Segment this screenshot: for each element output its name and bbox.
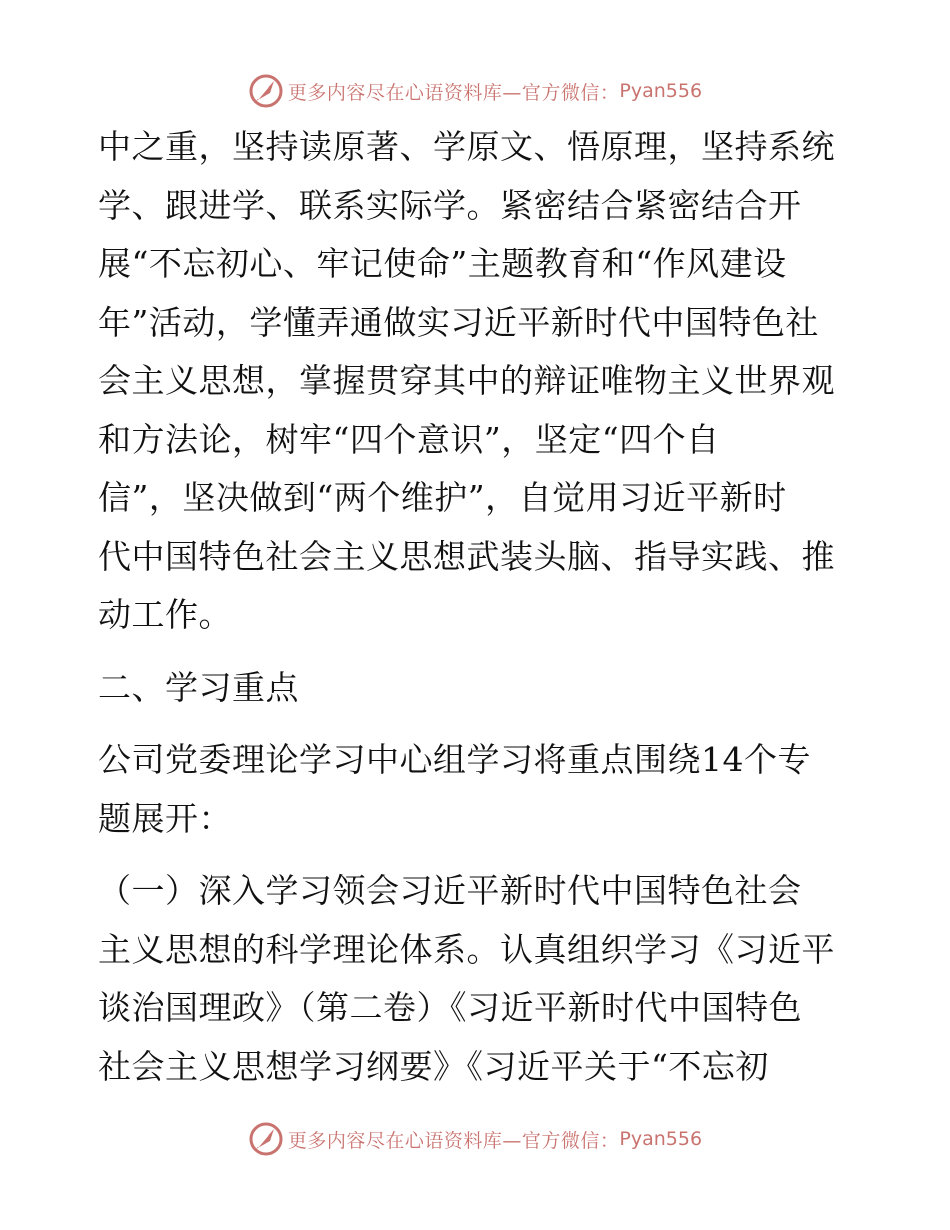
text-line: 信”，坚决做到“两个维护”，自觉用习近平新时	[98, 478, 787, 517]
quill-logo-icon	[248, 1121, 284, 1157]
paragraph-item-one	[98, 862, 858, 1096]
watermark-contact: Pyan556	[619, 1128, 703, 1150]
section-heading	[98, 659, 858, 718]
text-line: 中之重，坚持读原著、学原文、悟原理，坚持系统	[98, 127, 835, 166]
text-line: 代中国特色社会主义思想武装头脑、指导实践、推	[98, 536, 835, 576]
text-line: 和方法论，树牢“四个意识”，坚定“四个自	[98, 419, 720, 459]
paragraph-focus	[98, 731, 858, 848]
watermark-text: 更多内容尽在心语资料库—官方微信：	[287, 81, 620, 104]
watermark-text: 更多内容尽在心语资料库—官方微信：	[287, 1129, 620, 1152]
text-line: 展“不忘初心、牢记使命”主题教育和“作风建设	[98, 244, 787, 283]
document-body	[98, 118, 858, 1096]
text-line: 会主义思想，掌握贯穿其中的辩证唯物主义世界观	[98, 361, 835, 400]
text-line: 年”活动，学懂弄通做实习近平新时代中国特色社	[98, 302, 819, 342]
watermark-banner-top	[0, 68, 950, 114]
watermark-banner-bottom	[0, 1116, 950, 1162]
text-line: 题展开：	[98, 798, 232, 838]
text-line: 动工作。	[98, 595, 232, 634]
paragraph-intro	[98, 118, 858, 645]
text-line: 谈治国理政》（第二卷）《习近平新时代中国特色	[98, 988, 802, 1027]
heading-line: 二、学习重点	[98, 667, 299, 707]
watermark-contact: Pyan556	[619, 80, 703, 102]
text-line: 公司党委理论学习中心组学习将重点围绕14个专	[98, 740, 811, 779]
text-line: 社会主义思想学习纲要》《习近平关于“不忘初	[98, 1046, 769, 1086]
quill-logo-icon	[248, 73, 284, 109]
text-line: 主义思想的科学理论体系。认真组织学习《习近平	[98, 929, 835, 969]
text-line: 学、跟进学、联系实际学。紧密结合紧密结合开	[98, 185, 802, 225]
text-line: （一）深入学习领会习近平新时代中国特色社会	[98, 871, 802, 910]
